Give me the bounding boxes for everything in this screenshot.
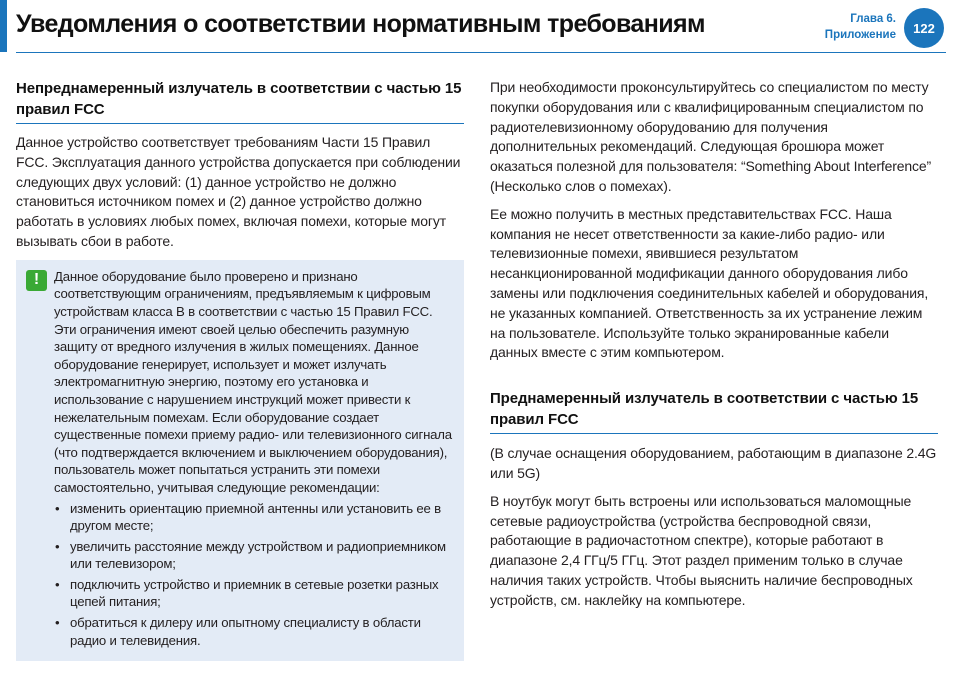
fcc-responsibility-paragraph: Ее можно получить в местных представительствах FCC. Наша компания не несет ответственности за какие-либо радио- или телевизионные помехи, явившиеся результатом несанкционированной модификации данного оборудования либо замены или подключения соединительных кабелей и оборудования, не указанных компанией. Ответственность за их устранение лежим на пользователе. Используйте только экранированные кабели данных вместе с этим компьютером. — [490, 205, 929, 361]
header-accent-bar — [0, 0, 7, 52]
list-item: • изменить ориентацию приемной антенны или установить ее в другом месте; — [54, 500, 454, 535]
title-divider — [16, 52, 946, 53]
compliance-paragraph: Данное устройство соответствует требованиям Части 15 Правил FCC. Эксплуатация данного устройства допускается при соблюдении следующих двух условий: (1) данное устройство не должно становиться источником помех и (2) данное устройство должно работать в условиях любых помех, включая помехи, которые могут вызывать сбои в работе. — [16, 134, 461, 249]
list-item: • обратиться к дилеру или опытному специалисту в области радио и телевидения. — [54, 614, 454, 649]
page-number-badge: 122 — [904, 8, 944, 48]
consultation-paragraph: При необходимости проконсультируйтесь со специалистом по месту покупки оборудования или с квалифицированным специалистом по радиотелевизионному оборудованию для получения дополнительных рекомендаций. Следующая брошюра может оказаться полезной для пользователя: “Something About Interference” (Несколько слов о помехах). — [490, 79, 932, 194]
page-title: Уведомления о соответствии нормативным требованиям — [16, 10, 705, 38]
note-text: Данное оборудование было проверено и признано соответствующим ограничениям, предъявляемым к цифровым устройствам класса B в соответствии с частью 15 Правил FCC. Эти ограничения имеют своей целью обеспечить разумную защиту от вредного излучения в жилых помещениях. Данное оборудование генерирует, использует и может излучать электромагнитную энергию, поэтому его установка и использование с нарушением инструкций может привести к нежелательным помехам. Если оборудование создает существенные помехи приему радио- или телевизионного сигнала (что подтверждается включением и выключением оборудования), пользователь может попытаться устранить эти помехи самостоятельно, учитывая следующие рекомендации: — [54, 268, 452, 495]
chapter-number: Глава 6. — [850, 13, 896, 25]
chapter-label — [825, 11, 896, 43]
chapter-name: Приложение — [824, 29, 896, 41]
left-column — [16, 78, 464, 661]
note-box — [16, 260, 464, 661]
wireless-devices-paragraph: В ноутбук могут быть встроены или использоваться маломощные сетевые радиоустройства (устройства беспроводной связи, работающие в радиочастотном спектре), которые работают в диапазоне 2,4 ГГц/5 ГГц. Этот раздел применим только в случае наличия таких устройств. Чтобы выяснить наличие беспроводных устройств, см. наклейку на компьютере. — [490, 492, 913, 608]
recommendation-list — [54, 500, 454, 650]
list-item: • подключить устройство и приемник в сетевые розетки разных цепей питания; — [54, 576, 454, 611]
band-condition-paragraph: (В случае оснащения оборудованием, работающим в диапазоне 2.4G или 5G) — [490, 445, 937, 481]
section-heading-intentional: Преднамеренный излучатель в соответствии с частью 15 правил FCC — [490, 388, 938, 434]
warning-icon: ! — [26, 270, 47, 291]
list-item: • увеличить расстояние между устройством и радиоприемником или телевизором; — [54, 538, 454, 573]
right-column — [490, 78, 938, 611]
section-heading-unintentional: Непреднамеренный излучатель в соответствии с частью 15 правил FCC — [16, 78, 464, 124]
